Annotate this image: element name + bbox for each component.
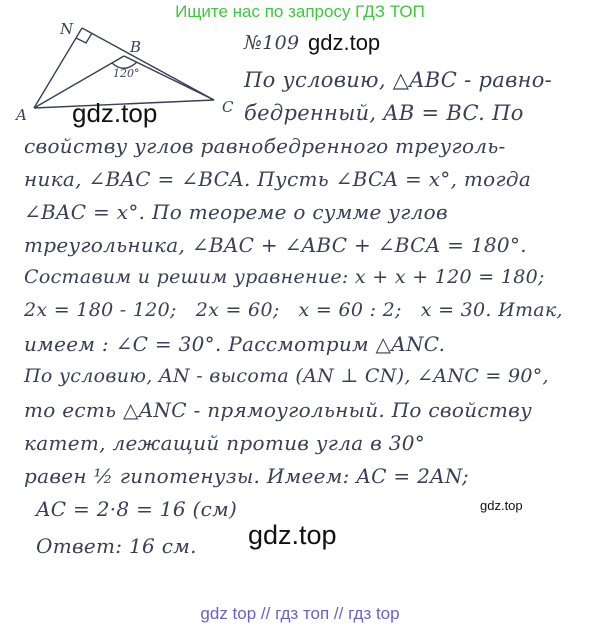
solution-line: равен ½ гипотенузы. Имеем: AC = 2AN; bbox=[24, 464, 469, 488]
solution-line: то есть △ANC - прямоугольный. По свойству bbox=[24, 398, 533, 422]
header-banner: Ищите нас по запросу ГДЗ ТОП bbox=[175, 2, 425, 21]
vertex-label-b: B bbox=[130, 38, 142, 56]
angle-label-b: 120° bbox=[113, 67, 140, 80]
watermark: gdz.top bbox=[308, 30, 381, 55]
watermark: gdz.top bbox=[248, 520, 337, 550]
solution-line: Ответ: 16 см. bbox=[36, 534, 197, 558]
watermark: gdz.top bbox=[72, 98, 158, 128]
solution-line: треугольника, ∠BAC + ∠ABC + ∠BCA = 180°. bbox=[24, 233, 527, 257]
solution-line: Составим и решим уравнение: x + x + 120 = 180; bbox=[24, 266, 545, 288]
watermark: gdz.top bbox=[480, 498, 523, 513]
solution-line: катет, лежащий против угла в 30° bbox=[24, 431, 426, 455]
problem-number: №109 bbox=[244, 32, 300, 54]
solution-line: свойству углов равнобедренного треуголь- bbox=[24, 134, 506, 158]
vertex-label-c: C bbox=[222, 98, 234, 116]
solution-line: ∠BAC = x°. По теореме о сумме углов bbox=[24, 200, 448, 224]
solution-line: По условию, △ABC - равно- bbox=[244, 68, 553, 92]
vertex-label-n: N bbox=[60, 20, 74, 38]
side-nc bbox=[82, 28, 214, 100]
solution-line: 2x = 180 - 120; 2x = 60; x = 60 : 2; x = 30. Итак, bbox=[24, 299, 563, 321]
vertex-label-a: A bbox=[16, 106, 27, 124]
side-an bbox=[34, 28, 82, 108]
solution-line: AC = 2·8 = 16 (см) bbox=[36, 497, 238, 521]
solution-line: По условию, AN - высота (AN ⊥ CN), ∠ANC = 90°, bbox=[24, 365, 549, 387]
solution-line: имеем : ∠C = 30°. Рассмотрим △ANC. bbox=[24, 332, 446, 356]
footer-banner: gdz top // гдз топ // гдз top bbox=[200, 604, 400, 623]
solution-line: бедренный, AB = BC. По bbox=[244, 101, 524, 125]
solution-line: ника, ∠BAC = ∠BCA. Пусть ∠BCA = x°, тогда bbox=[24, 167, 532, 191]
